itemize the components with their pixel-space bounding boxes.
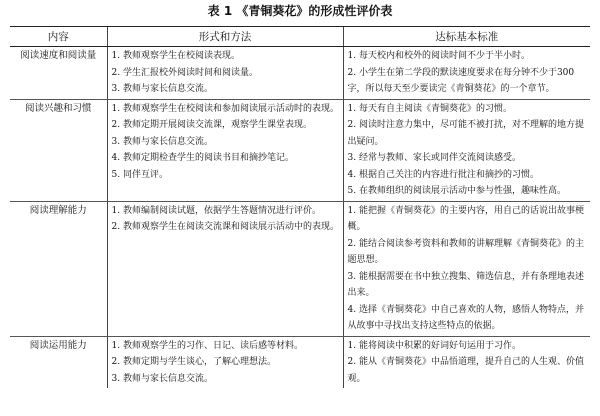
table-row: [10, 99, 590, 201]
method-item: 1. 教师观察学生的习作、日记、读后感等材料。: [111, 340, 303, 351]
table-title: 表 1 《青铜葵花》的形成性评价表: [207, 4, 393, 18]
method-item: 2. 教师定期与学生谈心，了解心理想法。: [111, 357, 276, 367]
standard-item: 1. 每天校内和校外的阅读时间不少于半小时。: [347, 51, 530, 61]
method-item: 5. 同伴互评。: [111, 169, 168, 180]
standard-item: 1. 能把握《青铜葵花》的主要内容，用自己的话说出故事梗概。: [347, 205, 584, 232]
evaluation-table: [10, 26, 590, 388]
method-item: 1. 教师观察学生在校阅读和参加阅读展示活动时的表现。: [111, 103, 339, 114]
row-methods-cell: [107, 47, 343, 100]
method-item: 2. 教师定期开展阅读交流课，观察学生课堂表现。: [111, 120, 312, 130]
header-standards: 达标基本标准: [343, 27, 590, 47]
standard-item: 2. 阅读时注意力集中，尽可能不被打扰，对不理解的地方提出疑问。: [347, 120, 584, 147]
row-methods-cell: [107, 336, 343, 388]
row-standards-cell: [343, 336, 590, 388]
method-item: 1. 教师编制阅读试题，依据学生答题情况进行评价。: [111, 205, 321, 216]
row-standards-cell: [343, 99, 590, 201]
method-item: 3. 教师与家长信息交流。: [111, 136, 213, 147]
header-content: 内容: [10, 27, 107, 47]
header-row: [10, 27, 590, 47]
standard-item: 2. 小学生在第二学段的默读速度要求在每分钟不少于300字，所以每天至少要读完《青铜葵花》的一个章节。: [347, 67, 575, 94]
table-row: [10, 336, 590, 388]
standard-item: 1. 能将阅读中积累的好词好句运用于习作。: [347, 340, 521, 351]
row-content-cell: 阅读速度和阅读量: [10, 47, 107, 100]
method-item: 3. 教师与家长信息交流。: [111, 373, 213, 384]
standard-item: 3. 能根据需要在书中独立搜集、筛选信息，并有条理地表述出来。: [347, 271, 584, 298]
standard-item: 3. 经常与教师、家长或同伴交流阅读感受。: [347, 153, 521, 163]
header-methods: 形式和方法: [107, 27, 343, 47]
standard-item: 2. 能结合阅读参考资料和教师的讲解理解《青铜葵花》的主题思想。: [347, 238, 584, 265]
row-content-cell: 阅读兴趣和习惯: [10, 99, 107, 201]
table-row: [10, 47, 590, 100]
table-row: [10, 201, 590, 336]
row-content-cell: 阅读理解能力: [10, 201, 107, 336]
standard-item: 2. 能从《青铜葵花》中品悟道理，提升自己的人生观、价值观。: [347, 357, 584, 384]
row-methods-cell: [107, 201, 343, 336]
method-item: 2. 学生汇报校外阅读时间和阅读量。: [111, 67, 258, 78]
standard-item: 1. 每天有自主阅读《青铜葵花》的习惯。: [347, 103, 512, 114]
row-methods-cell: [107, 99, 343, 201]
method-item: 4. 教师定期检查学生的阅读书目和摘抄笔记。: [111, 153, 294, 163]
row-standards-cell: [343, 47, 590, 100]
standard-item: 5. 在教师组织的阅读展示活动中参与性强，趣味性高。: [347, 186, 566, 196]
row-content-cell: 阅读运用能力: [29, 339, 87, 351]
standard-item: 4. 根据自己关注的内容进行批注和摘抄的习惯。: [347, 169, 539, 180]
method-item: 1. 教师观察学生在校阅读表现。: [111, 51, 240, 61]
standard-item: 4. 选择《青铜葵花》中自己喜欢的人物，感悟人物特点，并从故事中寻找出支持这些特点的依据。: [347, 304, 584, 331]
row-standards-cell: [343, 201, 590, 336]
method-item: 3. 教师与家长信息交流。: [111, 84, 213, 94]
method-item: 2. 教师观察学生在阅读交流课和阅读展示活动中的表现。: [111, 222, 339, 232]
